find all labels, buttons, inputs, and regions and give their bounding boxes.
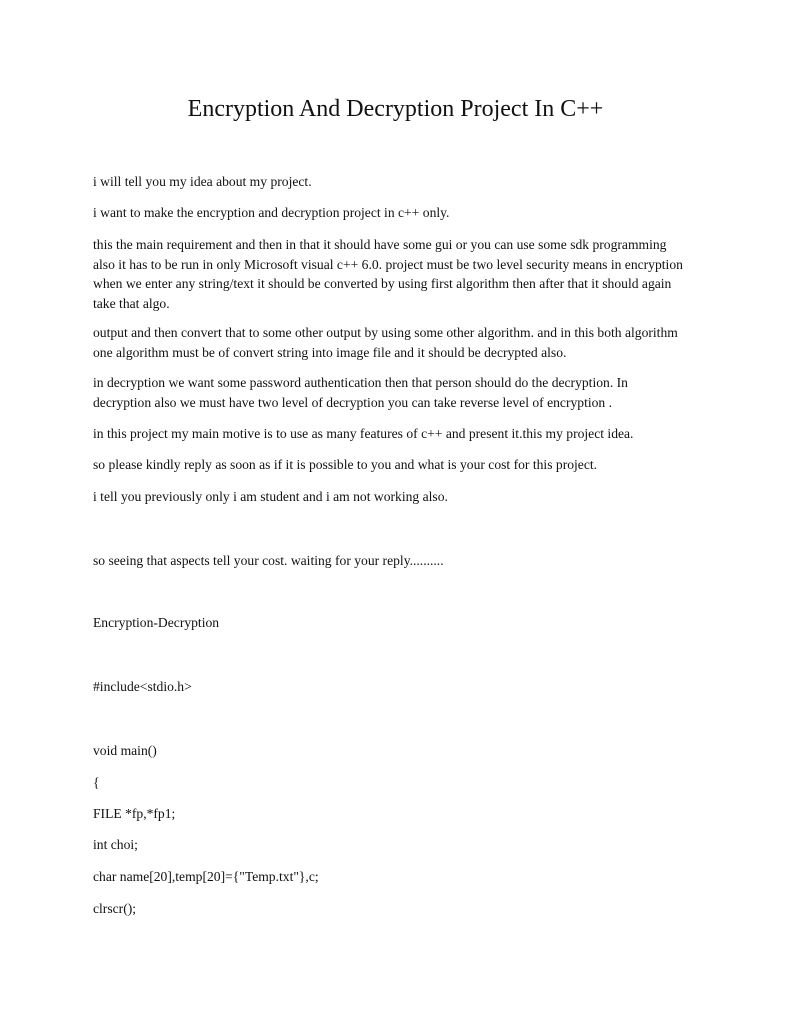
- code-line-char: char name[20],temp[20]={"Temp.txt"},c;: [93, 869, 319, 884]
- paragraph-student: i tell you previously only i am student and i am not working also.: [93, 489, 448, 504]
- paragraph-decryption: in decryption we want some password authentication then that person should do the decryption. In decryption also we must have two level of decryption you can take reverse level of encryption .: [93, 375, 628, 410]
- paragraph-motive: in this project my main motive is to use as many features of c++ and present it.this my project idea.: [93, 426, 634, 441]
- paragraph-closing: so seeing that aspects tell your cost. waiting for your reply..........: [93, 553, 444, 568]
- code-line-file: FILE *fp,*fp1;: [93, 806, 176, 821]
- paragraph-cost-request: so please kindly reply as soon as if it is possible to you and what is your cost for this project.: [93, 457, 598, 472]
- code-line-int: int choi;: [93, 837, 138, 852]
- section-heading: Encryption-Decryption: [93, 615, 220, 630]
- code-line-clrscr: clrscr();: [93, 901, 137, 916]
- paragraph-intro: i will tell you my idea about my project.: [93, 174, 312, 189]
- code-line-include: #include<stdio.h>: [93, 679, 192, 694]
- paragraph-output: output and then convert that to some other output by using some other algorithm. and in this both algorithm one algorithm must be of convert string into image file and it should be decrypted also.: [93, 325, 678, 360]
- paragraph-requirements: this the main requirement and then in that it should have some gui or you can use some sdk programming also it has to be run in only Microsoft visual c++ 6.0. project must be two level security means in encryption when we enter any string/text it should be converted by using first algorithm then after that it should again take that algo.: [93, 237, 683, 311]
- document-title: Encryption And Decryption Project In C++: [187, 96, 604, 122]
- paragraph-goal: i want to make the encryption and decryption project in c++ only.: [93, 205, 450, 220]
- code-line-brace: {: [93, 775, 100, 790]
- code-line-main: void main(): [93, 743, 157, 758]
